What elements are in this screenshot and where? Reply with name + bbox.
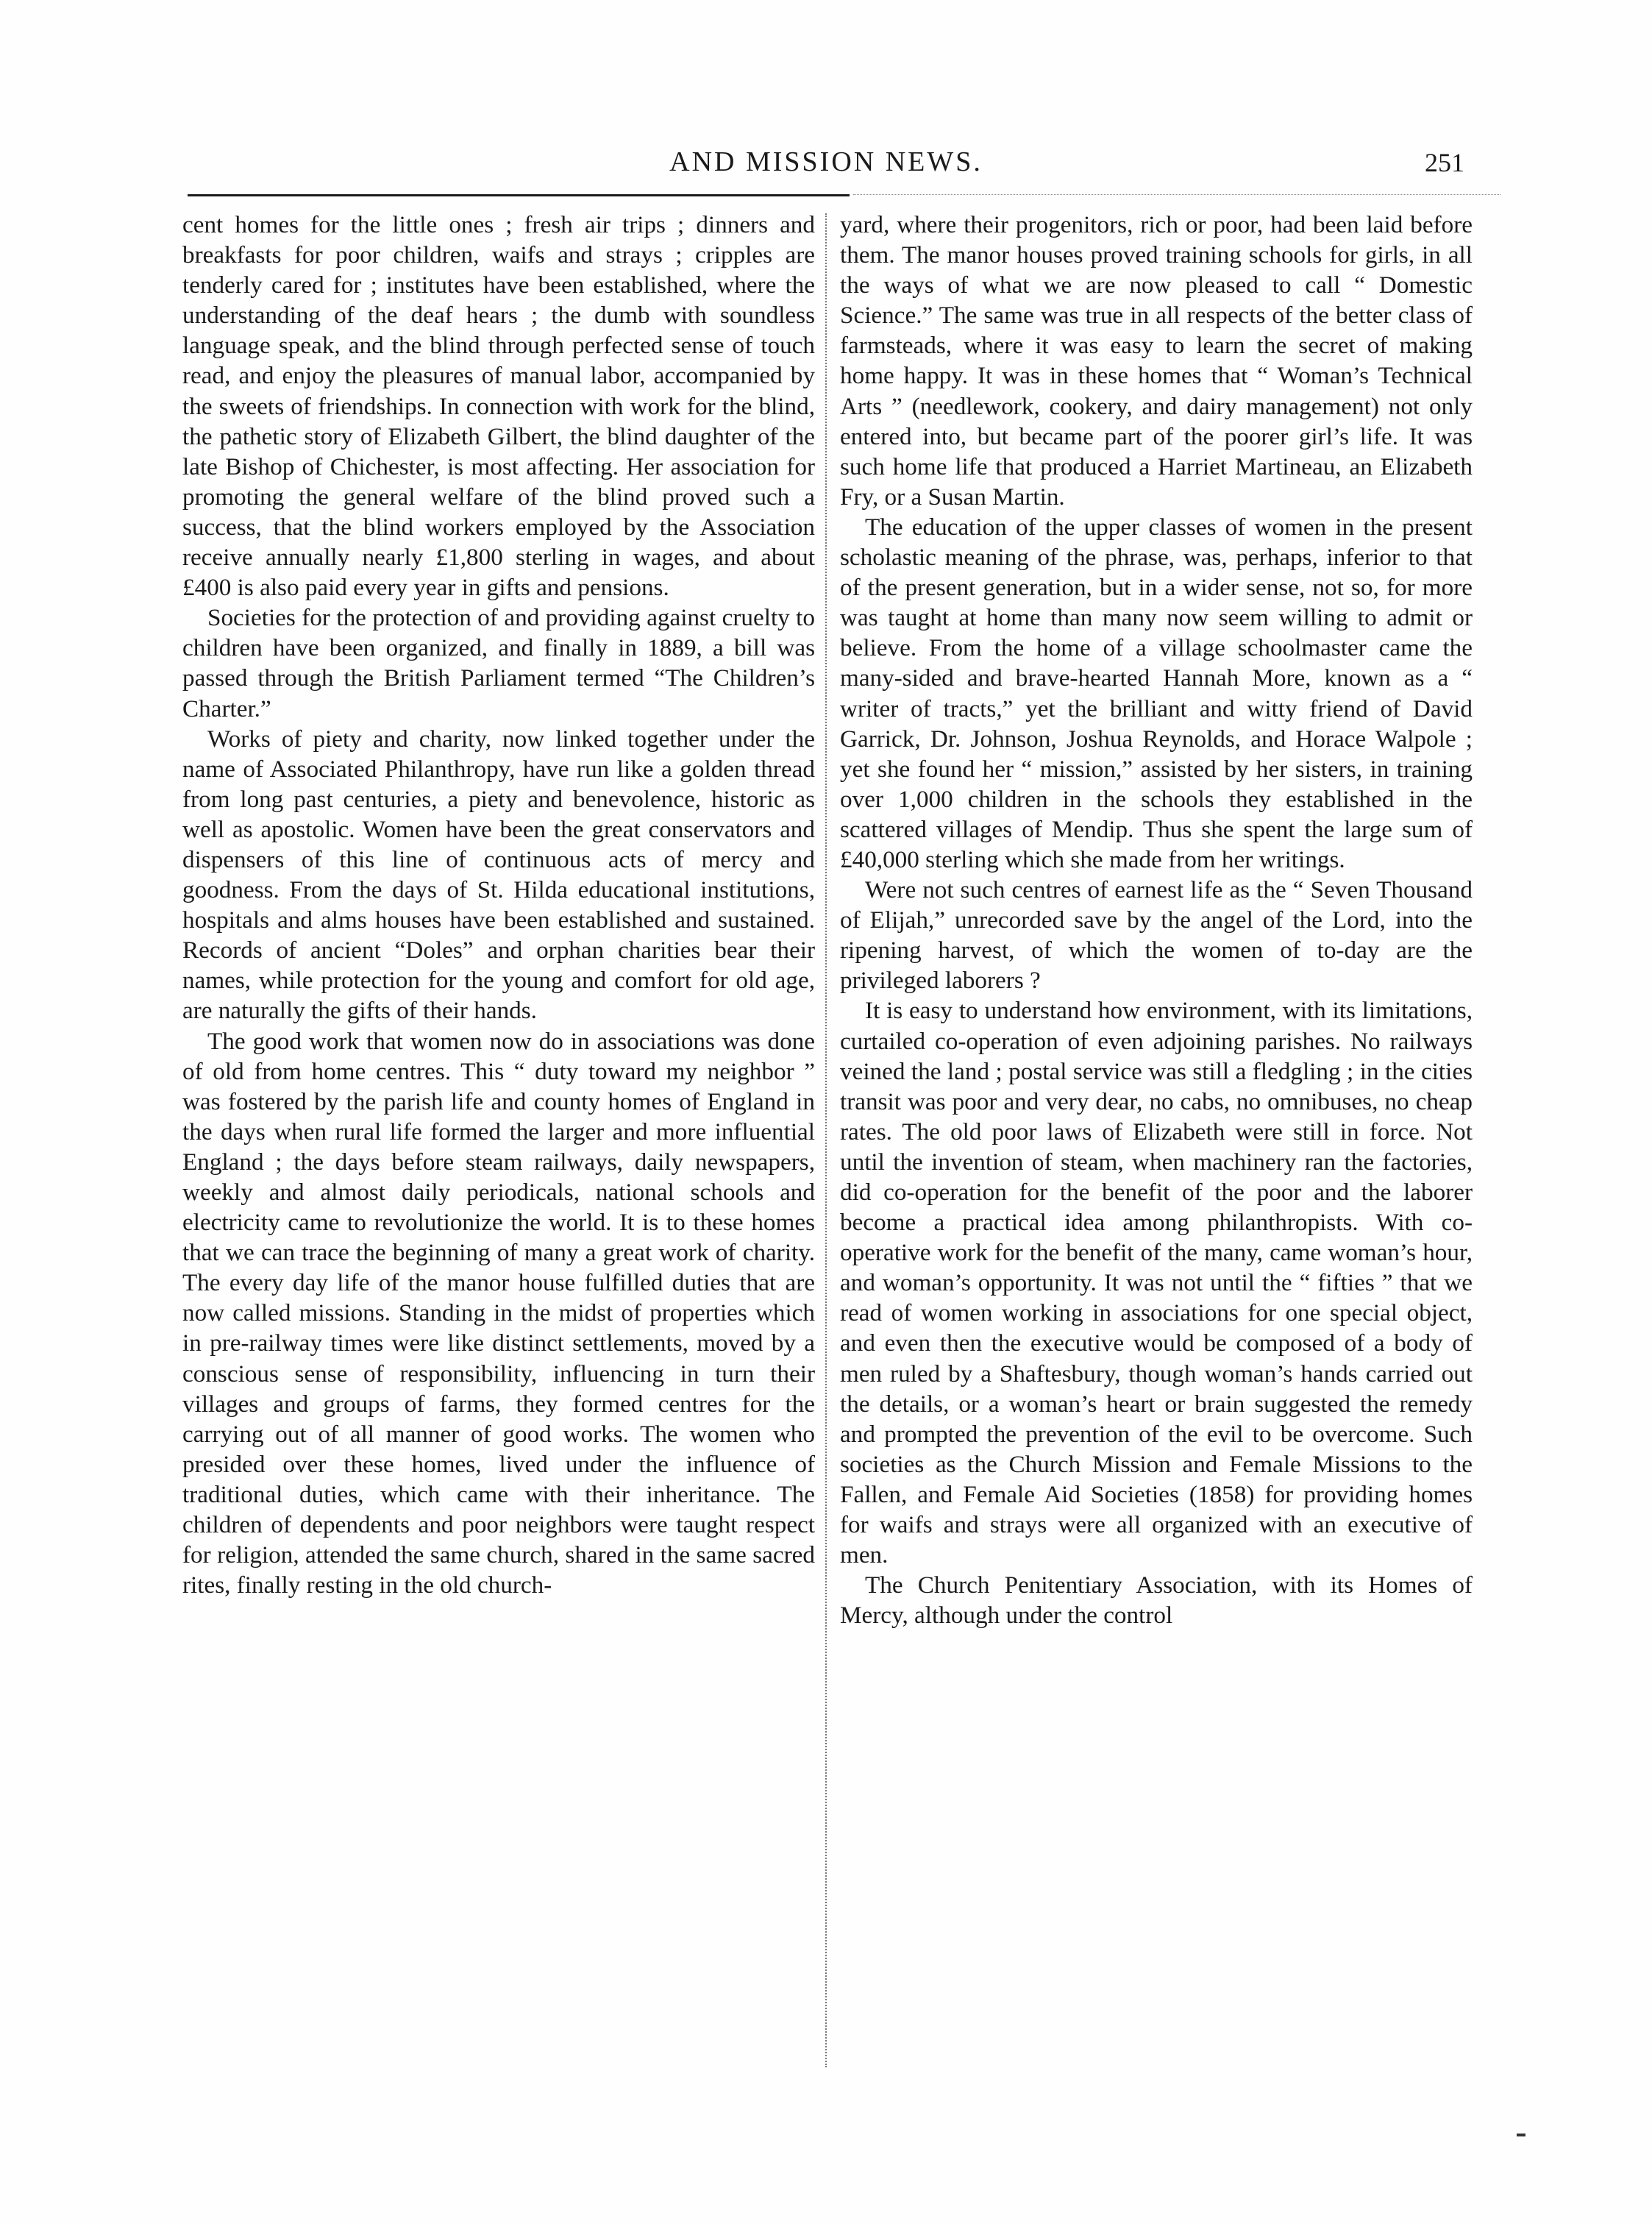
scan-mark [1517, 2134, 1525, 2136]
paragraph: The education of the upper classes of women in the present scholastic meaning of the phrase, was, perhaps, inferior to that of the present generation, but in a wider sense, not so, for more was taught at home than many now seem willing to admit or believe. From the home of a village schoolmaster came the many-sided and brave-hearted Hannah More, known as a “ writer of tracts,” yet the brilliant and witty friend of David Garrick, Dr. Johnson, Joshua Reynolds, and Horace Walpole ; yet she found her “ mission,” assisted by her sisters, in training over 1,000 children in the schools they established in the scattered villages of Mendip. Thus she spent the large sum of £40,000 sterling which she made from her writings. [840, 513, 1473, 873]
page-number: 251 [1425, 148, 1464, 177]
header-rule [188, 194, 850, 196]
running-head [0, 146, 1652, 190]
paragraph: Societies for the protection of and providing against cruelty to children have been organized, and finally in 1889, a bill was passed through the British Parliament termed “The Children’s Charter.” [182, 604, 815, 722]
left-column [182, 210, 815, 1600]
paragraph: Works of piety and charity, now linked together under the name of Associated Philanthropy, have run like a golden thread from long past centuries, a piety and benevolence, historic as well as apostolic. Women have been the great conservators and dispensers of this line of continuous acts of mercy and goodness. From the days of St. Hilda educational institutions, hospitals and alms houses have been established and sustained. Records of ancient “Doles” and orphan charities bear their names, while protection for the young and comfort for old age, are naturally the gifts of their hands. [182, 725, 815, 1025]
column-divider [825, 213, 827, 2067]
running-title: AND MISSION NEWS. [669, 146, 983, 177]
paragraph: The good work that women now do in associations was done of old from home centres. This “ duty toward my neighbor ” was fostered by the parish life and county homes of England in the days when rural life formed the larger and more influential England ; the days before steam railways, daily newspapers, weekly and almost daily periodicals, national schools and electricity came to revolutionize the world. It is to these homes that we can trace the beginning of many a great work of charity. The every day life of the manor house fulfilled duties that are now called missions. Standing in the midst of properties which in pre-railway times were like distinct settlements, moved by a conscious sense of responsibility, influencing in turn their villages and groups of farms, they formed centres for the carrying out of all manner of good works. The women who presided over these homes, lived under the influence of traditional duties, which came with their inheritance. The children of dependents and poor neighbors were taught respect for religion, attended the same church, shared in the same sacred rites, finally resting in the old church- [182, 1027, 815, 1599]
right-column [840, 210, 1473, 1630]
paragraph: Were not such centres of earnest life as the “ Seven Thousand of Elijah,” unrecorded save by the angel of the Lord, into the ripening harvest, of which the women of to-day are the privileged laborers ? [840, 876, 1473, 995]
paragraph: The Church Penitentiary Association, with its Homes of Mercy, although under the control [840, 1571, 1473, 1630]
header-rule-faint [853, 194, 1500, 195]
paragraph: It is easy to understand how environment, with its limitations, curtailed co-operation of even adjoining parishes. No railways veined the land ; postal service was still a fledgling ; in the cities transit was poor and very dear, no cabs, no omnibuses, no cheap rates. The old poor laws of Elizabeth were still in force. Not until the invention of steam, when machinery ran the factories, did co-operation for the benefit of the poor and the laborer become a practical idea among philanthropists. With co-operative work for the benefit of the many, came woman’s hour, and woman’s opportunity. It was not until the “ fifties ” that we read of women working in associations for one special object, and even then the executive would be composed of a body of men ruled by a Shaftesbury, though woman’s hands carried out the details, or a woman’s heart or brain suggested the remedy and prompted the prevention of the evil to be overcome. Such societies as the Church Mission and Female Missions to the Fallen, and Female Aid Societies (1858) for providing homes for waifs and strays were all organized with an executive of men. [840, 997, 1473, 1569]
paragraph: yard, where their progenitors, rich or poor, had been laid before them. The manor houses proved training schools for girls, in all the ways of what we are now pleased to call “ Domestic Science.” The same was true in all respects of the better class of farmsteads, where it was easy to learn the secret of making home happy. It was in these homes that “ Woman’s Technical Arts ” (needlework, cookery, and dairy management) not only entered into, but became part of the poorer girl’s life. It was such home life that produced a Harriet Martineau, an Elizabeth Fry, or a Susan Martin. [840, 211, 1473, 511]
paragraph: cent homes for the little ones ; fresh air trips ; dinners and breakfasts for poor children, waifs and strays ; cripples are tenderly cared for ; institutes have been established, where the understanding of the deaf hears ; the dumb with soundless language speak, and the blind through perfected sense of touch read, and enjoy the pleasures of manual labor, accompanied by the sweets of friendships. In connection with work for the blind, the pathetic story of Elizabeth Gilbert, the blind daughter of the late Bishop of Chichester, is most affecting. Her association for promoting the general welfare of the blind proved such a success, that the blind workers employed by the Association receive annually nearly £1,800 sterling in wages, and about £400 is also paid every year in gifts and pensions. [182, 211, 815, 602]
